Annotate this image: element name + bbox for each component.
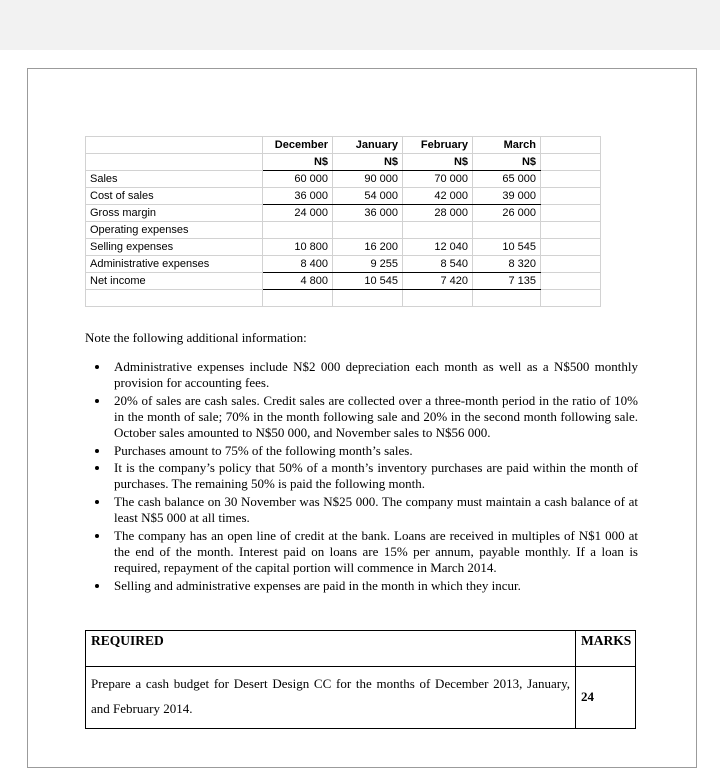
value-cell: 90 000 <box>333 171 403 188</box>
empty-cell <box>541 137 601 154</box>
table-row-administrative-expenses <box>86 256 601 273</box>
bullet-item: • Administrative expenses include N$2 000 depreciation each month as well as a N$500 monthly provision for accounting fees. <box>110 359 638 391</box>
table-row-operating-expenses <box>86 222 601 239</box>
required-header: REQUIRED <box>86 630 576 666</box>
empty-cell <box>541 239 601 256</box>
value-cell: 36 000 <box>263 188 333 205</box>
value-cell: 54 000 <box>333 188 403 205</box>
empty-cell <box>541 290 601 307</box>
additional-information-list <box>88 359 638 594</box>
value-cell: 7 135 <box>473 273 541 290</box>
bullet-item: • Selling and administrative expenses are paid in the month in which they incur. <box>110 578 638 594</box>
value-cell: 36 000 <box>333 205 403 222</box>
value-cell: 26 000 <box>473 205 541 222</box>
value-cell: 12 040 <box>403 239 473 256</box>
currency-cell: N$ <box>333 154 403 171</box>
month-header: December <box>263 137 333 154</box>
currency-cell: N$ <box>473 154 541 171</box>
bullet-item: • It is the company’s policy that 50% of a month’s inventory purchases are paid within the month of purchases. The remaining 50% is paid the following month. <box>110 460 638 492</box>
row-label: Administrative expenses <box>86 256 263 273</box>
table-row-selling-expenses <box>86 239 601 256</box>
required-header-row <box>86 630 636 666</box>
note-heading: Note the following additional information: <box>85 330 307 345</box>
empty-cell <box>541 273 601 290</box>
value-cell: 16 200 <box>333 239 403 256</box>
value-cell <box>473 222 541 239</box>
value-cell <box>333 222 403 239</box>
row-label: Selling expenses <box>86 239 263 256</box>
table-row-cost-of-sales <box>86 188 601 205</box>
empty-cell <box>86 137 263 154</box>
empty-cell <box>263 290 333 307</box>
bullet-item: • The cash balance on 30 November was N$25 000. The company must maintain a cash balance of at least N$5 000 at all times. <box>110 494 638 526</box>
empty-cell <box>541 188 601 205</box>
task-cell: Prepare a cash budget for Desert Design CC for the months of December 2013, January, and February 2014. <box>86 666 576 728</box>
marks-header: MARKS <box>576 630 636 666</box>
value-cell <box>403 222 473 239</box>
empty-cell <box>541 154 601 171</box>
empty-cell <box>86 290 263 307</box>
document-page <box>27 68 697 768</box>
bullet-item: • 20% of sales are cash sales. Credit sales are collected over a three-month period in the ratio of 10% in the month of sale; 70% in the month following sale and 20% in the second month following sale. October sales amounted to N$50 000, and November sales to N$56 000. <box>110 393 638 441</box>
row-label: Sales <box>86 171 263 188</box>
row-label: Operating expenses <box>86 222 263 239</box>
bullet-item: • Purchases amount to 75% of the following month’s sales. <box>110 443 638 459</box>
value-cell: 4 800 <box>263 273 333 290</box>
value-cell: 70 000 <box>403 171 473 188</box>
bullet-item: • The company has an open line of credit at the bank. Loans are received in multiples of N$1 000 at the end of the month. Interest paid on loans are 15% per annum, payable monthly. If a loan is required, repayment of the capital portion will commence in March 2014. <box>110 528 638 576</box>
value-cell: 9 255 <box>333 256 403 273</box>
value-cell: 60 000 <box>263 171 333 188</box>
empty-cell <box>541 256 601 273</box>
value-cell: 10 800 <box>263 239 333 256</box>
value-cell: 7 420 <box>403 273 473 290</box>
month-header: February <box>403 137 473 154</box>
value-cell: 8 320 <box>473 256 541 273</box>
currency-cell: N$ <box>263 154 333 171</box>
value-cell <box>263 222 333 239</box>
value-cell: 65 000 <box>473 171 541 188</box>
table-row-sales <box>86 171 601 188</box>
page-content <box>28 69 696 729</box>
empty-cell <box>541 205 601 222</box>
value-cell: 10 545 <box>333 273 403 290</box>
row-label: Cost of sales <box>86 188 263 205</box>
value-cell: 8 400 <box>263 256 333 273</box>
marks-value: 24 <box>576 666 636 728</box>
month-header: March <box>473 137 541 154</box>
required-table <box>85 630 636 729</box>
table-row-gross-margin <box>86 205 601 222</box>
table-row-net-income <box>86 273 601 290</box>
value-cell: 10 545 <box>473 239 541 256</box>
top-band <box>0 0 720 50</box>
empty-cell <box>541 171 601 188</box>
currency-row <box>86 154 601 171</box>
month-header-row <box>86 137 601 154</box>
required-body-row <box>86 666 636 728</box>
empty-cell <box>86 154 263 171</box>
value-cell: 39 000 <box>473 188 541 205</box>
row-label: Net income <box>86 273 263 290</box>
empty-cell <box>541 222 601 239</box>
month-header: January <box>333 137 403 154</box>
budget-table <box>85 136 601 307</box>
row-label: Gross margin <box>86 205 263 222</box>
value-cell: 28 000 <box>403 205 473 222</box>
empty-cell <box>333 290 403 307</box>
empty-cell <box>473 290 541 307</box>
empty-cell <box>403 290 473 307</box>
table-row-empty <box>86 290 601 307</box>
value-cell: 24 000 <box>263 205 333 222</box>
currency-cell: N$ <box>403 154 473 171</box>
value-cell: 42 000 <box>403 188 473 205</box>
value-cell: 8 540 <box>403 256 473 273</box>
